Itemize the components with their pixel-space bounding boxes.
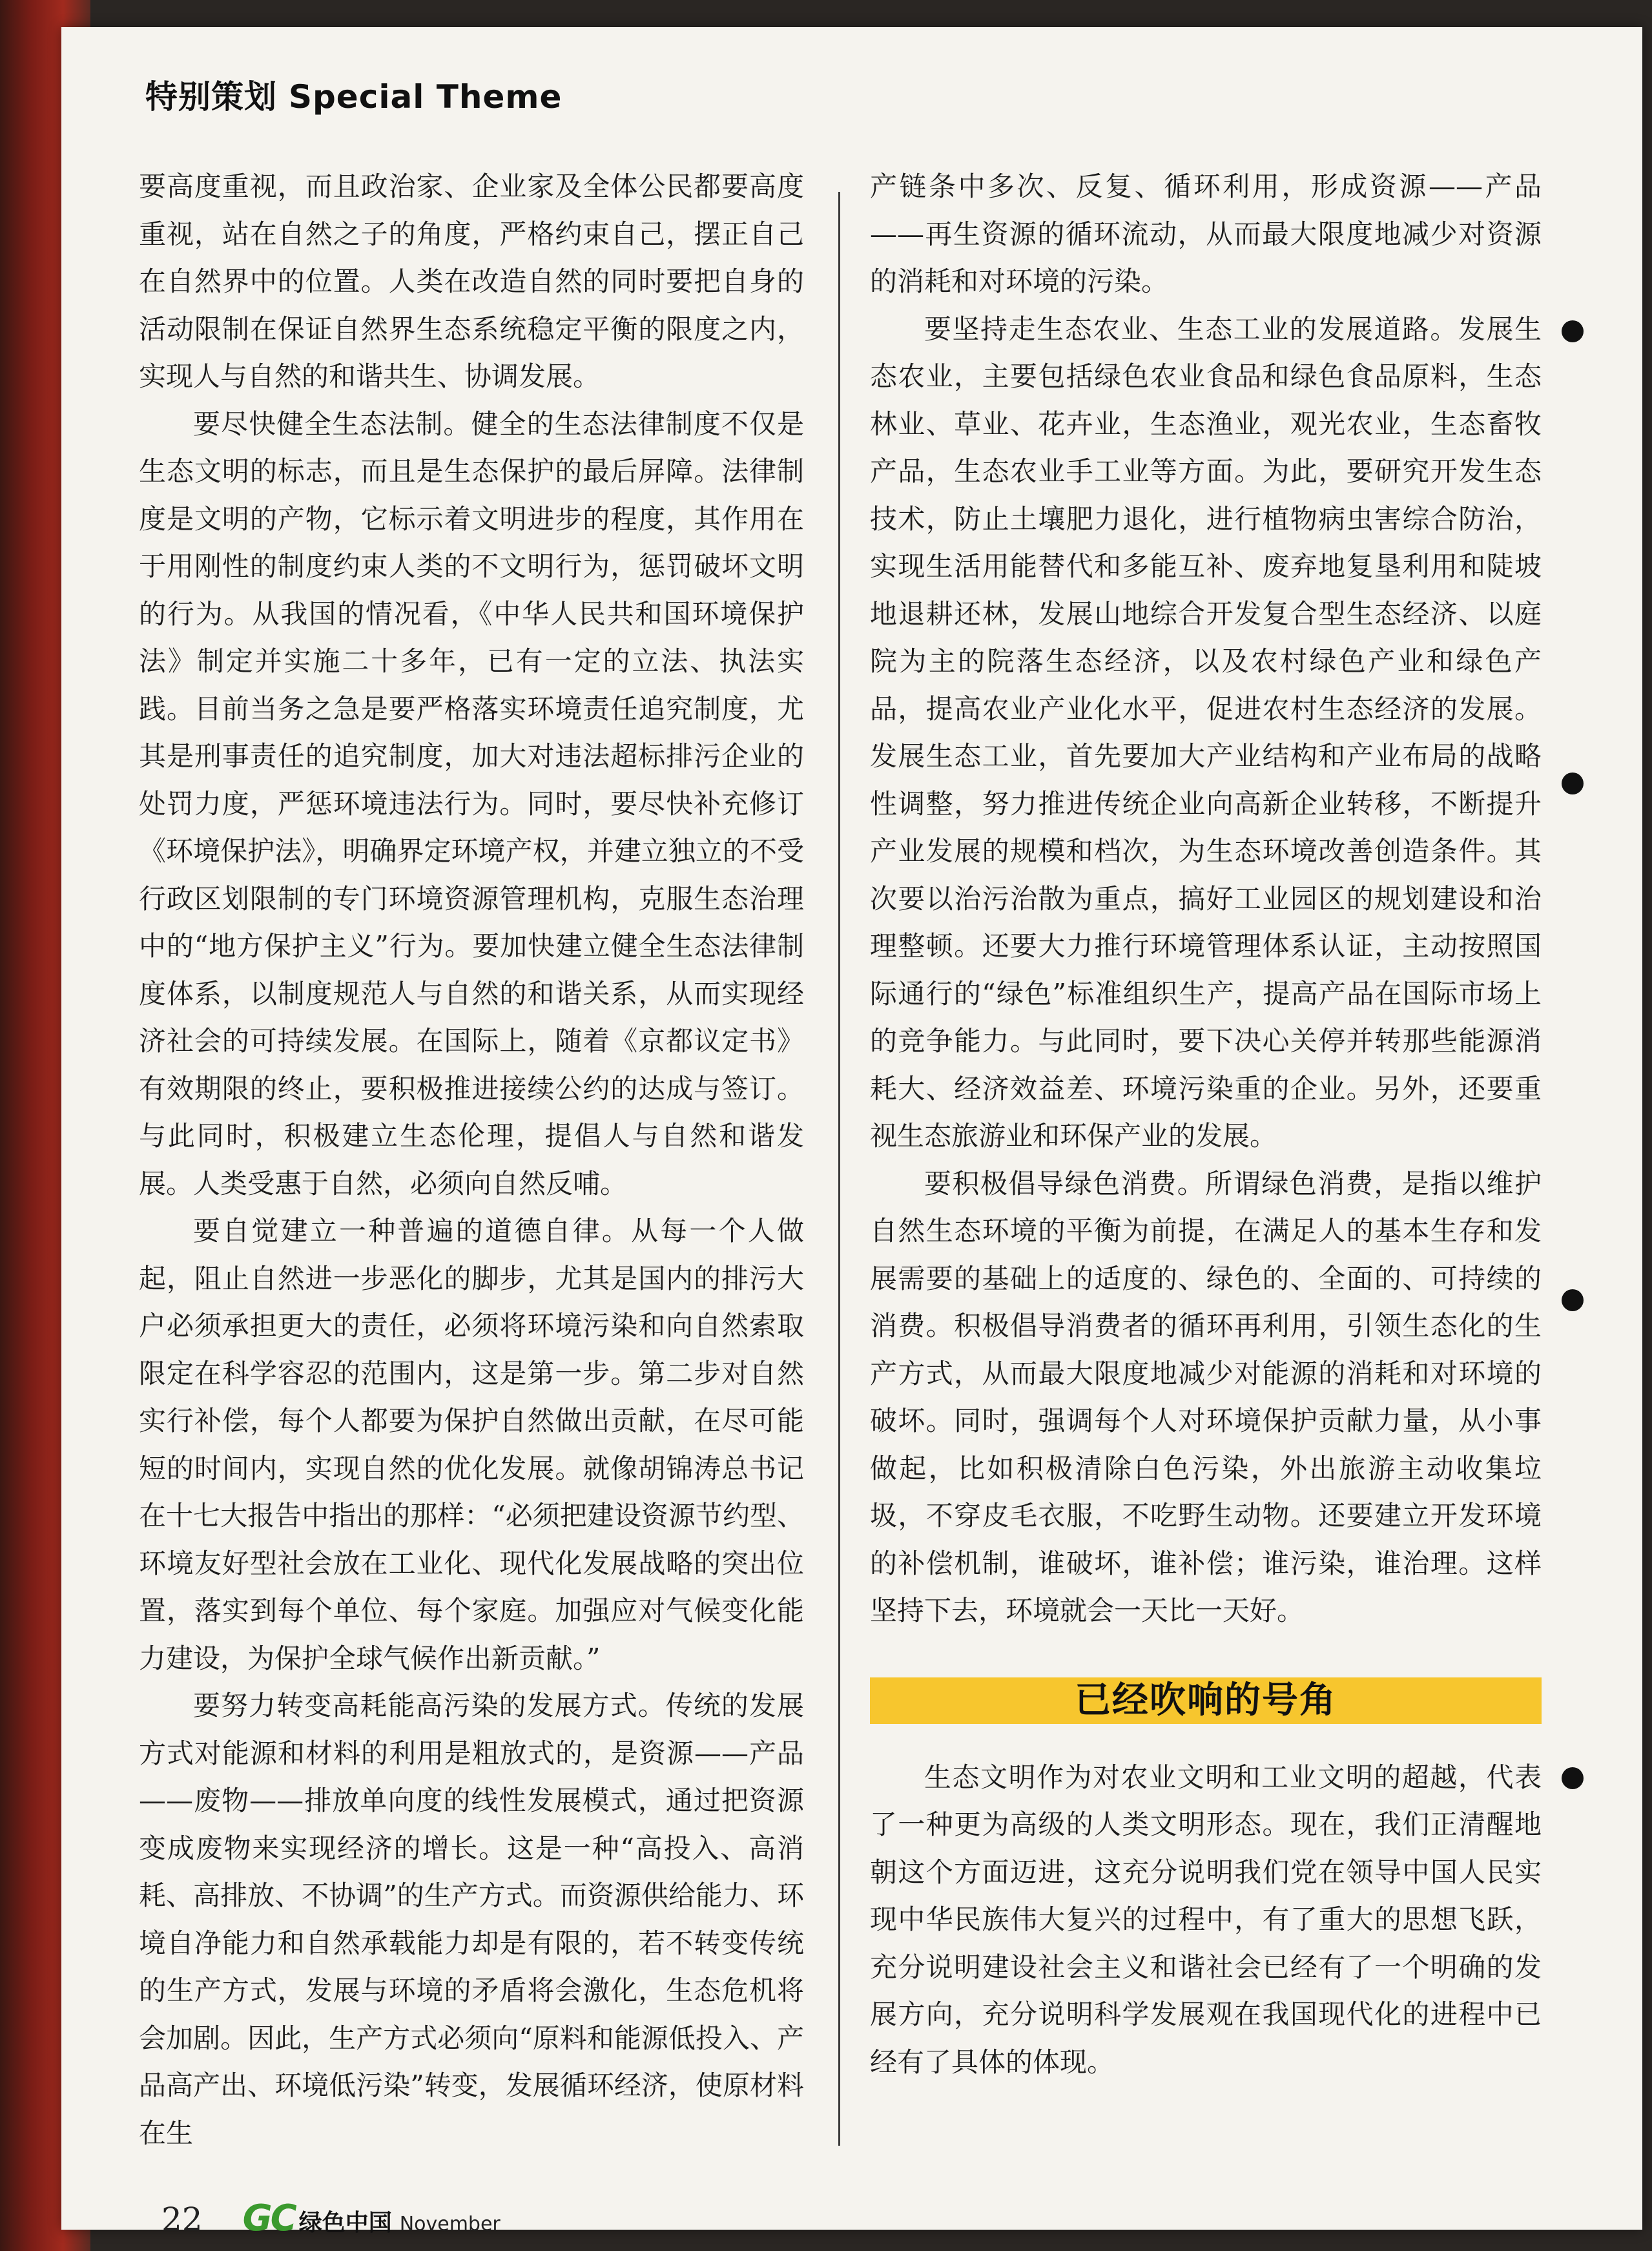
magazine-page	[61, 27, 1642, 2239]
binder-hole	[1562, 1767, 1584, 1789]
right-column	[870, 163, 1542, 2086]
issue-month: November	[399, 2213, 501, 2235]
magazine-logo: GC	[242, 2197, 295, 2239]
section-title-en: Special Theme	[289, 78, 563, 116]
section-heading: 已经吹响的号角	[870, 1677, 1542, 1724]
binder-hole	[1562, 320, 1584, 342]
page-number: 22	[161, 2201, 203, 2238]
column-divider	[838, 192, 840, 2146]
left-column	[139, 163, 804, 2157]
page-footer	[161, 2197, 501, 2239]
paragraph: 要坚持走生态农业、生态工业的发展道路。发展生态农业，主要包括绿色农业食品和绿色食品原料，生态林业、草业、花卉业，生态渔业，观光农业，生态畜牧产品，生态农业手工业等方面。为此，要研究开发生态技术，防止土壤肥力退化，进行植物病虫害综合防治，实现生活用能替代和多能互补、废弃地复垦利用和陡坡地退耕还林，发展山地综合开发复合型生态经济、以庭院为主的院落生态经济，以及农村绿色产业和绿色产品，提高农业产业化水平，促进农村生态经济的发展。发展生态工业，首先要加大产业结构和产业布局的战略性调整，努力推进传统企业向高新企业转移，不断提升产业发展的规模和档次，为生态环境改善创造条件。其次要以治污治散为重点，搞好工业园区的规划建设和治理整顿。还要大力推行环境管理体系认证，主动按照国际通行的“绿色”标准组织生产，提高产品在国际市场上的竞争能力。与此同时，要下决心关停并转那些能源消耗大、经济效益差、环境污染重的企业。另外，还要重视生态旅游业和环保产业的发展。	[870, 313, 1542, 1152]
binder-hole	[1562, 773, 1584, 794]
paragraph: 要高度重视，而且政治家、企业家及全体公民都要高度重视，站在自然之子的角度，严格约束自己，摆正自己在自然界中的位置。人类在改造自然的同时要把自身的活动限制在保证自然界生态系统稳定平衡的限度之内，实现人与自然的和谐共生、协调发展。	[139, 171, 804, 392]
paragraph: 要积极倡导绿色消费。所谓绿色消费，是指以维护自然生态环境的平衡为前提，在满足人的基本生存和发展需要的基础上的适度的、绿色的、全面的、可持续的消费。积极倡导消费者的循环再利用，引领生态化的生产方式，从而最大限度地减少对能源的消耗和对环境的破坏。同时，强调每个人对环境保护贡献力量，从小事做起，比如积极清除白色污染，外出旅游主动收集垃圾，不穿皮毛衣服，不吃野生动物。还要建立开发环境的补偿机制，谁破坏，谁补偿；谁污染，谁治理。这样坚持下去，环境就会一天比一天好。	[870, 1167, 1542, 1626]
section-title-cn: 特别策划	[145, 78, 277, 116]
section-header	[145, 71, 562, 118]
paragraph: 要自觉建立一种普遍的道德自律。从每一个人做起，阻止自然进一步恶化的脚步，尤其是国内的排污大户必须承担更大的责任，必须将环境污染和向自然索取限定在科学容忍的范围内，这是第一步。第二步对自然实行补偿，每个人都要为保护自然做出贡献，在尽可能短的时间内，实现自然的优化发展。就像胡锦涛总书记在十七大报告中指出的那样：“必须把建设资源节约型、环境友好型社会放在工业化、现代化发展战略的突出位置，落实到每个单位、每个家庭。加强应对气候变化能力建设，为保护全球气候作出新贡献。”	[139, 1215, 804, 1674]
paragraph: 要努力转变高耗能高污染的发展方式。传统的发展方式对能源和材料的利用是粗放式的，是资源——产品——废物——排放单向度的线性发展模式，通过把资源变成废物来实现经济的增长。这是一种“高投入、高消耗、高排放、不协调”的生产方式。而资源供给能力、环境自净能力和自然承载能力却是有限的，若不转变传统的生产方式，发展与环境的矛盾将会激化，生态危机将会加剧。因此，生产方式必须向“原料和能源低投入、产品高产出、环境低污染”转变，发展循环经济，使原材料在生	[139, 1690, 804, 2149]
paragraph: 产链条中多次、反复、循环利用，形成资源——产品——再生资源的循环流动，从而最大限度地减少对资源的消耗和对环境的污染。	[870, 171, 1542, 297]
magazine-name: 绿色中国	[298, 2210, 392, 2236]
binder-hole	[1562, 1289, 1584, 1311]
paragraph: 要尽快健全生态法制。健全的生态法律制度不仅是生态文明的标志，而且是生态保护的最后屏障。法律制度是文明的产物，它标示着文明进步的程度，其作用在于用刚性的制度约束人类的不文明行为，惩罚破坏文明的行为。从我国的情况看，《中华人民共和国环境保护法》制定并实施二十多年，已有一定的立法、执法实践。目前当务之急是要严格落实环境责任追究制度，尤其是刑事责任的追究制度，加大对违法超标排污企业的处罚力度，严惩环境违法行为。同时，要尽快补充修订《环境保护法》，明确界定环境产权，并建立独立的不受行政区划限制的专门环境资源管理机构，克服生态治理中的“地方保护主义”行为。要加快建立健全生态法律制度体系，以制度规范人与自然的和谐关系，从而实现经济社会的可持续发展。在国际上，随着《京都议定书》有效期限的终止，要积极推进接续公约的达成与签订。与此同时，积极建立生态伦理，提倡人与自然和谐发展。人类受惠于自然，必须向自然反哺。	[139, 408, 804, 1199]
paragraph: 生态文明作为对农业文明和工业文明的超越，代表了一种更为高级的人类文明形态。现在，我们正清醒地朝这个方面迈进，这充分说明我们党在领导中国人民实现中华民族伟大复兴的过程中，有了重大的思想飞跃，充分说明建设社会主义和谐社会已经有了一个明确的发展方向，充分说明科学发展观在我国现代化的进程中已经有了具体的体现。	[870, 1761, 1542, 2078]
